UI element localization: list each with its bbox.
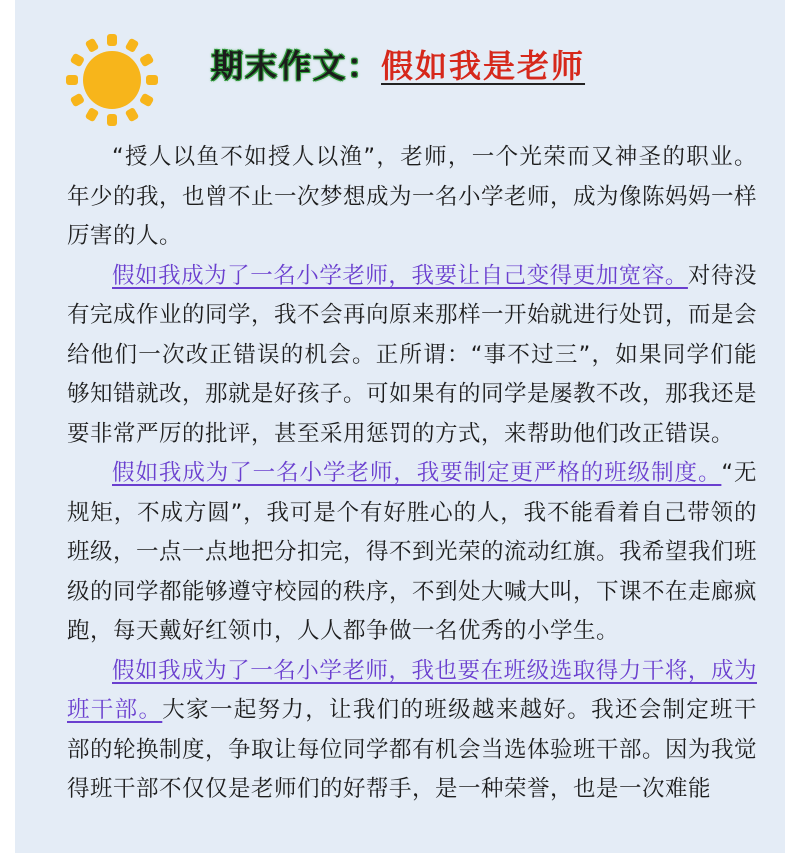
essay-body [67,138,757,810]
highlight-sentence: 假如我成为了一名小学老师，我要让自己变得更加宽容。 [112,262,688,289]
highlight-sentence: 假如我成为了一名小学老师，我要制定更严格的班级制度。 [112,460,722,486]
page-title [211,42,585,90]
title-main: 假如我是老师 [381,47,586,85]
title-prefix: 期末作文： [211,47,382,85]
paragraph-text: “授人以鱼不如授人以渔”，老师，一个光荣而又神圣的职业。年少的我，也曾不止一次梦想成为一名小学老师，成为像陈妈妈一样厉害的人。 [67,144,758,249]
paragraph-1 [67,138,757,257]
paragraph-3 [67,454,757,652]
paragraph-text: 大家一起努力，让我们的班级越来越好。我还会制定班干部的轮换制度，争取让每位同学都有机会当选体验班干部。因为我觉得班干部不仅仅是老师们的好帮手，是一种荣誉，也是一次难能 [67,697,758,802]
paragraph-2 [67,257,757,455]
article-page [15,0,785,853]
sun-icon [57,30,167,130]
paragraph-text: 对待没有完成作业的同学，我不会再向原来那样一开始就进行处罚，而是会给他们一次改正错误的机会。正所谓：“事不过三”，如果同学们能够知错就改，那就是好孩子。可如果有的同学是屡教不改，那我还是要非常严厉的批评，甚至采用惩罚的方式，来帮助他们改正错误。 [67,262,758,447]
paragraph-text: “无规矩，不成方圆”，我可是个有好胜心的人，我不能看着自己带领的班级，一点一点地把分扣完，得不到光荣的流动红旗。我希望我们班级的同学都能够遵守校园的秩序，不到处大喊大叫，下课不在走廊疯跑，每天戴好红领巾，人人都争做一名优秀的小学生。 [67,460,758,644]
highlight-sentence: 假如我成为了一名小学老师，我也要在班级选取得力干将，成为班干部。 [67,657,757,723]
paragraph-4 [67,652,757,810]
